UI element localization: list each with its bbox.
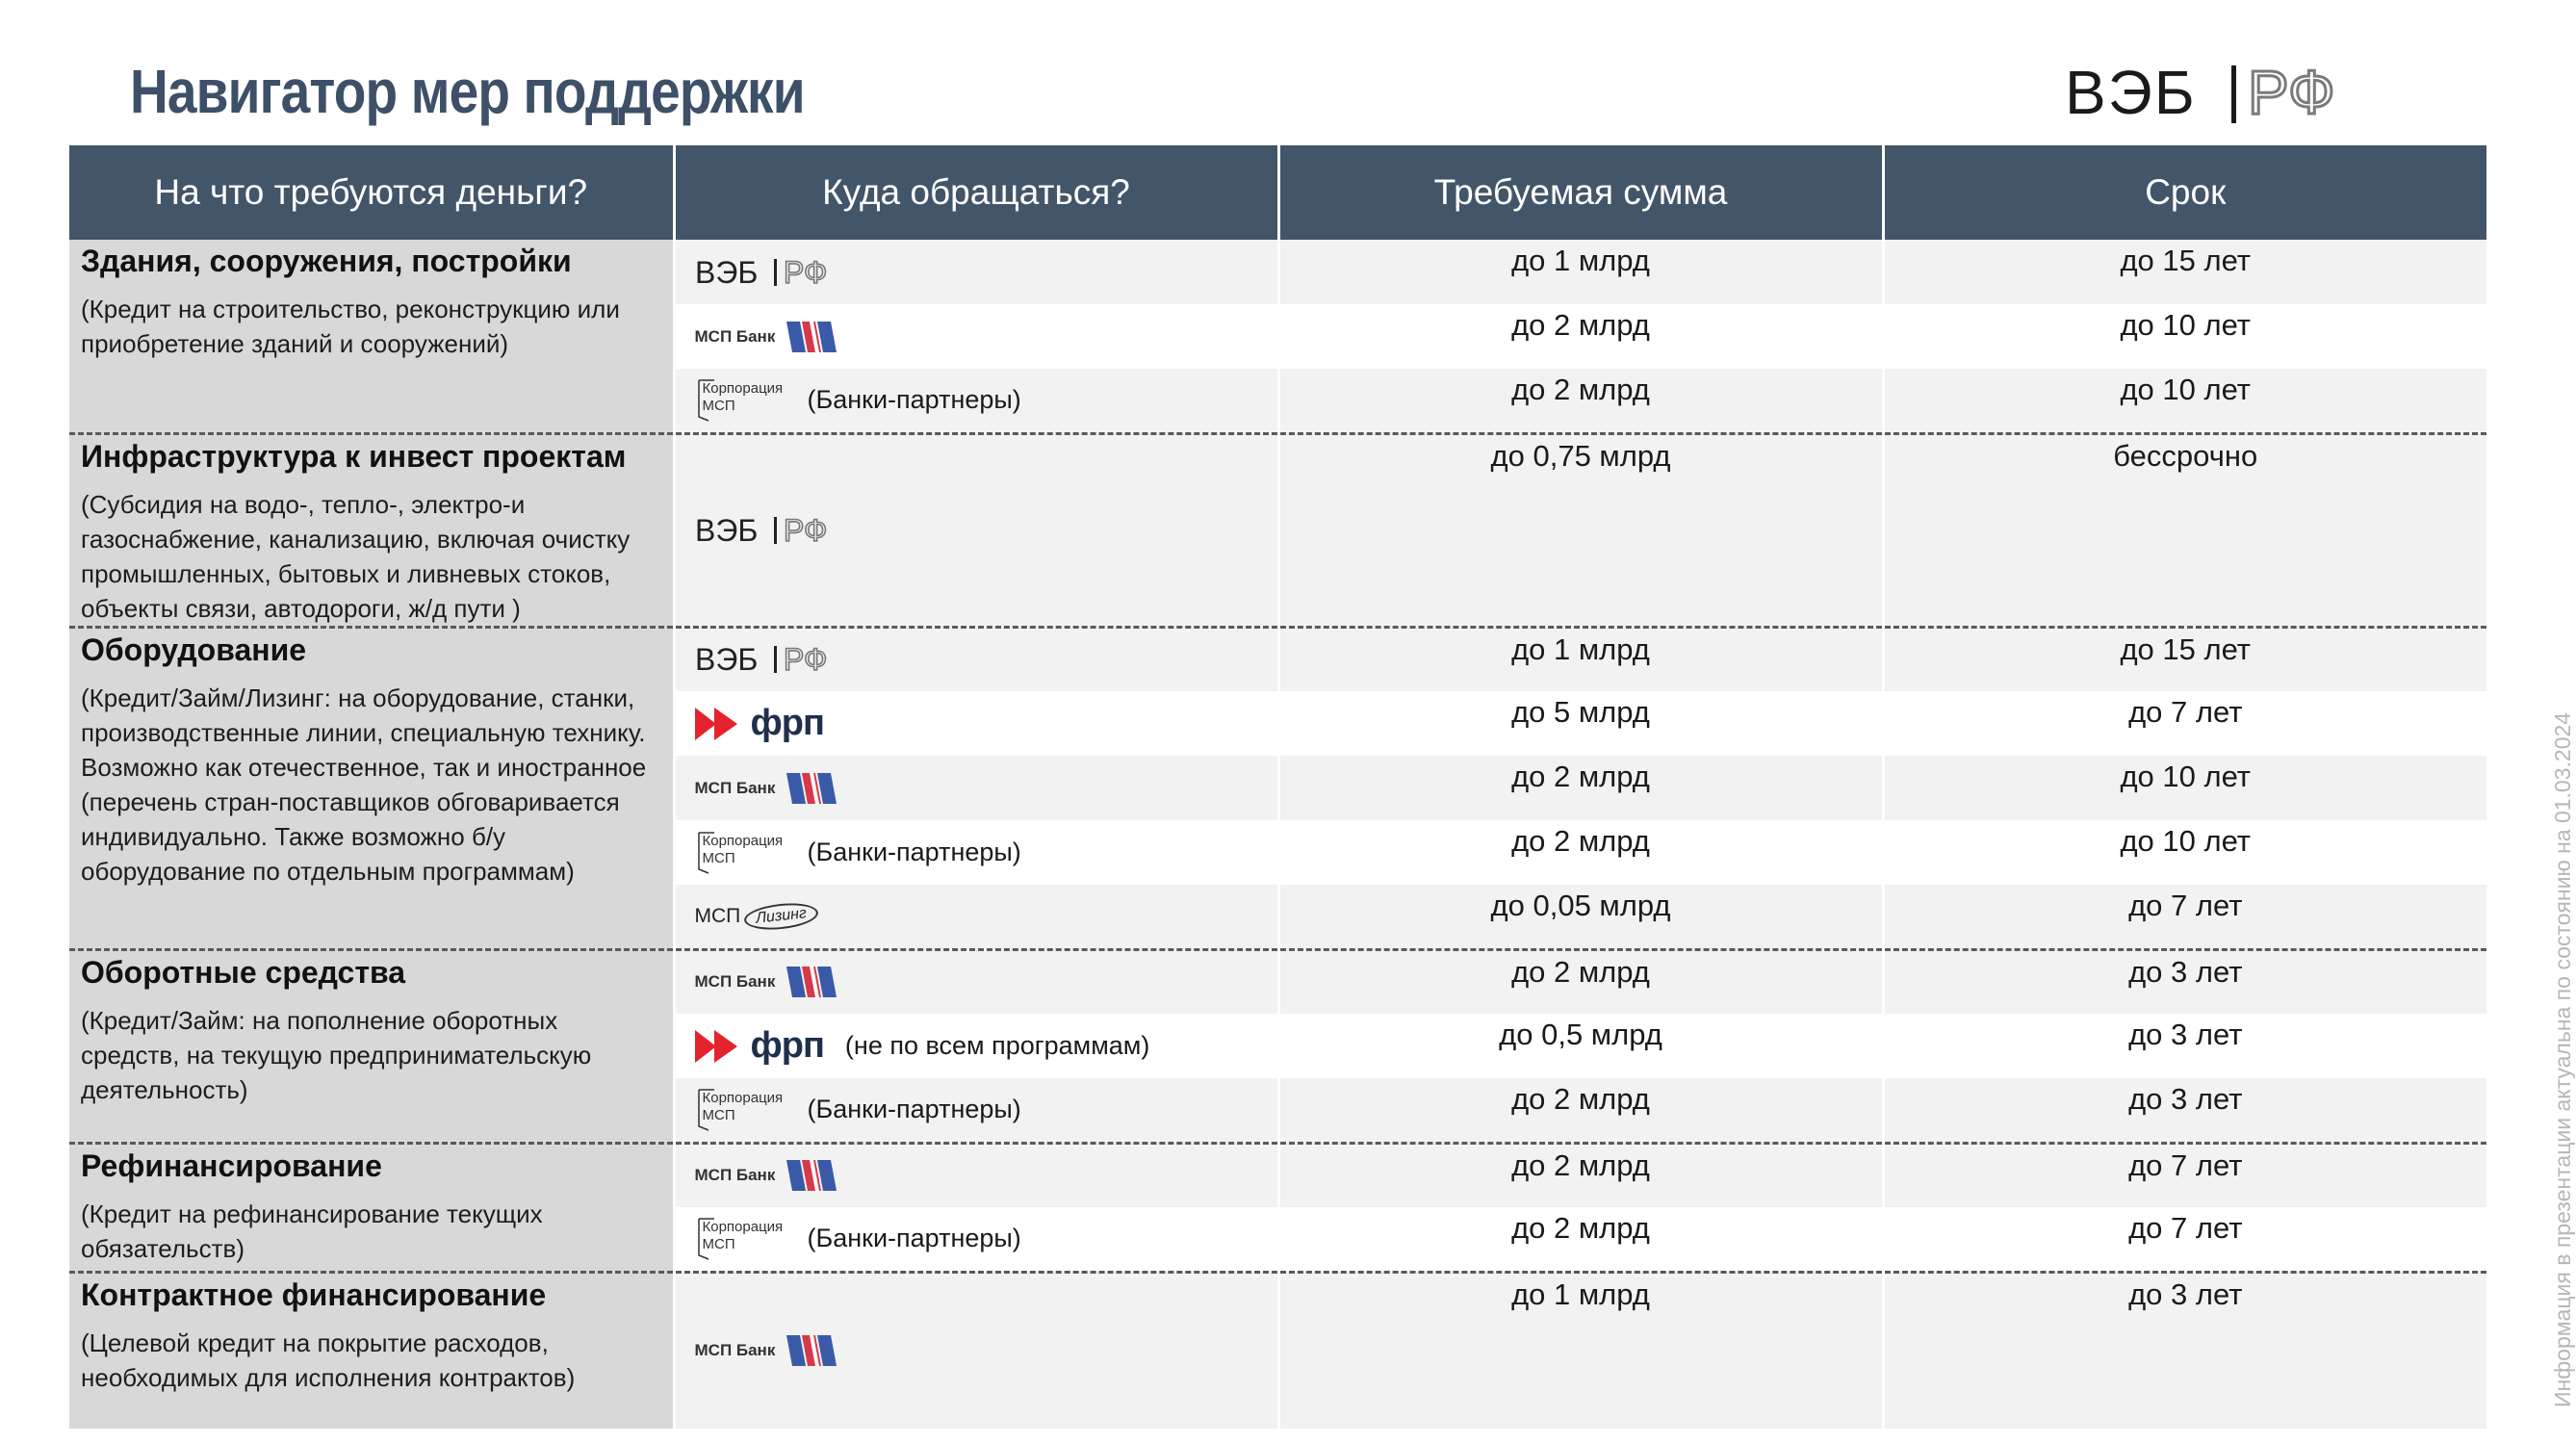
- category-cell: [69, 949, 674, 1143]
- header-term: Срок: [1883, 145, 2486, 240]
- msp-leasing-logo: МСП Лизинг: [695, 904, 819, 929]
- organization-cell: [674, 433, 1278, 627]
- term-cell: до 7 лет: [1883, 1143, 2486, 1207]
- term-cell: до 7 лет: [2128, 695, 2243, 729]
- amount-cell: до 1 млрд: [1278, 240, 1883, 304]
- organization-cell: [674, 691, 1278, 756]
- organization-note: (не по всем программам): [844, 1031, 1150, 1060]
- category-cell: [69, 433, 674, 627]
- amount-cell: до 2 млрд: [1278, 1143, 1883, 1207]
- organization-cell: [674, 240, 1278, 304]
- corporation-msp-logo: Корпорация МСП: [695, 1088, 786, 1132]
- amount-cell: до 2 млрд: [1278, 756, 1883, 820]
- table-row: [69, 949, 2486, 1014]
- amount-cell: до 0,05 млрд: [1278, 885, 1883, 949]
- amount-cell: до 2 млрд: [1278, 1207, 1883, 1272]
- veb-rf-logo: [695, 514, 859, 547]
- term-cell: до 3 лет: [1883, 949, 2486, 1014]
- header-where: Куда обращаться?: [674, 145, 1278, 240]
- corporation-msp-logo: Корпорация МСП: [695, 1217, 786, 1261]
- msp-bank-logo: МСП Банк: [695, 1333, 841, 1368]
- frp-logo: фрп: [695, 1025, 824, 1067]
- header-purpose: На что требуются деньги?: [69, 145, 674, 240]
- support-table: [69, 145, 2486, 1429]
- term-cell: до 15 лет: [1883, 627, 2486, 691]
- svg-text:ВЭБ: ВЭБ: [694, 642, 758, 678]
- category-cell: [69, 1272, 674, 1429]
- organization-cell: [674, 1143, 1278, 1207]
- organization-cell: [674, 756, 1278, 820]
- table-row: [69, 1272, 2486, 1429]
- svg-text:РФ: РФ: [783, 512, 827, 548]
- term-cell: до 7 лет: [2128, 1211, 2243, 1245]
- category-description: (Субсидия на водо-, тепло-, электро-и газоснабжение, канализацию, включая очистку промышленных, бытовых и ливневых стоков, объекты связи, автодороги, ж/д пути ): [81, 489, 631, 623]
- organization-cell: [674, 820, 1278, 885]
- svg-text:РФ: РФ: [783, 254, 827, 290]
- organization-cell: [674, 1272, 1278, 1429]
- organization-cell: [674, 1014, 1278, 1078]
- term-cell: до 10 лет: [1883, 756, 2486, 820]
- amount-cell: до 2 млрд: [1278, 1078, 1883, 1143]
- amount-cell: до 2 млрд: [1278, 369, 1883, 433]
- amount-cell: до 2 млрд: [1278, 304, 1883, 369]
- side-note: Информация в презентации актуальна по состоянию на 01.03.2024: [2550, 711, 2575, 1407]
- table-body: [69, 240, 2486, 1429]
- table-row: [69, 240, 2486, 304]
- organization-cell: [674, 304, 1278, 369]
- term-cell: до 10 лет: [2120, 824, 2252, 858]
- organization-cell: [674, 885, 1278, 949]
- amount-cell: до 0,5 млрд: [1278, 1014, 1883, 1078]
- header-amount: Требуемая сумма: [1278, 145, 1883, 240]
- term-cell: до 3 лет: [1883, 1078, 2486, 1143]
- term-cell: до 10 лет: [2120, 308, 2252, 342]
- category-title: Здания, сооружения, постройки: [81, 244, 572, 278]
- category-description: (Кредит на строительство, реконструкцию или приобретение зданий и сооружений): [81, 295, 620, 358]
- category-cell: [69, 627, 674, 949]
- veb-rf-logo: [2065, 58, 2402, 128]
- amount-cell: до 1 млрд: [1278, 1272, 1883, 1429]
- svg-text:ВЭБ: ВЭБ: [694, 254, 758, 290]
- organization-note: (Банки-партнеры): [807, 1095, 1021, 1124]
- veb-rf-logo: [695, 256, 859, 289]
- category-title: Оборотные средства: [81, 954, 406, 990]
- amount-cell: до 5 млрд: [1278, 691, 1883, 756]
- corporation-msp-logo: Корпорация МСП: [695, 831, 786, 875]
- organization-cell: [674, 627, 1278, 691]
- organization-cell: [674, 1078, 1278, 1143]
- term-cell: до 15 лет: [1883, 240, 2486, 304]
- msp-bank-logo: МСП Банк: [695, 771, 841, 806]
- msp-bank-logo: МСП Банк: [695, 320, 841, 354]
- page-title: Навигатор мер поддержки: [130, 57, 805, 126]
- organization-cell: [674, 949, 1278, 1014]
- category-description: (Кредит/Займ: на пополнение оборотных средств, на текущую предпринимательскую деятельность): [81, 1005, 592, 1104]
- organization-cell: [674, 369, 1278, 433]
- term-cell: до 3 лет: [1883, 1272, 2486, 1429]
- term-cell: бессрочно: [1883, 433, 2486, 627]
- veb-rf-logo: [695, 643, 859, 676]
- category-title: Рефинансирование: [81, 1147, 382, 1183]
- category-description: (Кредит/Займ/Лизинг: на оборудование, станки, производственные линии, специальную технику. Возможно как отечественное, так и иностранное (перечень стран-поставщиков обговаривается индивидуально. Также возможно б/у оборудование по отдельным программам): [81, 683, 647, 886]
- msp-bank-logo: МСП Банк: [695, 1158, 841, 1193]
- term-cell: до 10 лет: [1883, 369, 2486, 433]
- table-row: [69, 627, 2486, 691]
- amount-cell: до 1 млрд: [1278, 627, 1883, 691]
- category-title: Оборудование: [81, 632, 307, 667]
- brand-left: ВЭБ: [2065, 58, 2197, 127]
- category-description: (Целевой кредит на покрытие расходов, необходимых для исполнения контрактов): [81, 1328, 576, 1392]
- corporation-msp-logo: Корпорация МСП: [695, 378, 786, 423]
- category-title: Инфраструктура к инвест проектам: [81, 438, 627, 474]
- svg-text:РФ: РФ: [783, 642, 827, 678]
- svg-text:ВЭБ: ВЭБ: [694, 512, 758, 548]
- term-cell: до 3 лет: [2128, 1018, 2243, 1051]
- organization-note: (Банки-партнеры): [807, 1224, 1021, 1253]
- table-row: [69, 433, 2486, 627]
- organization-note: (Банки-партнеры): [807, 838, 1021, 866]
- category-cell: [69, 1143, 674, 1272]
- brand-right: РФ: [2248, 58, 2335, 127]
- category-cell: [69, 240, 674, 433]
- table-row: [69, 1143, 2486, 1207]
- amount-cell: до 2 млрд: [1278, 949, 1883, 1014]
- amount-cell: до 2 млрд: [1278, 820, 1883, 885]
- frp-logo: фрп: [695, 703, 824, 744]
- organization-cell: [674, 1207, 1278, 1272]
- category-title: Контрактное финансирование: [81, 1276, 547, 1312]
- organization-note: (Банки-партнеры): [807, 385, 1021, 415]
- msp-bank-logo: МСП Банк: [695, 965, 841, 999]
- amount-cell: до 0,75 млрд: [1278, 433, 1883, 627]
- term-cell: до 7 лет: [1883, 885, 2486, 949]
- category-description: (Кредит на рефинансирование текущих обязательств): [81, 1199, 543, 1263]
